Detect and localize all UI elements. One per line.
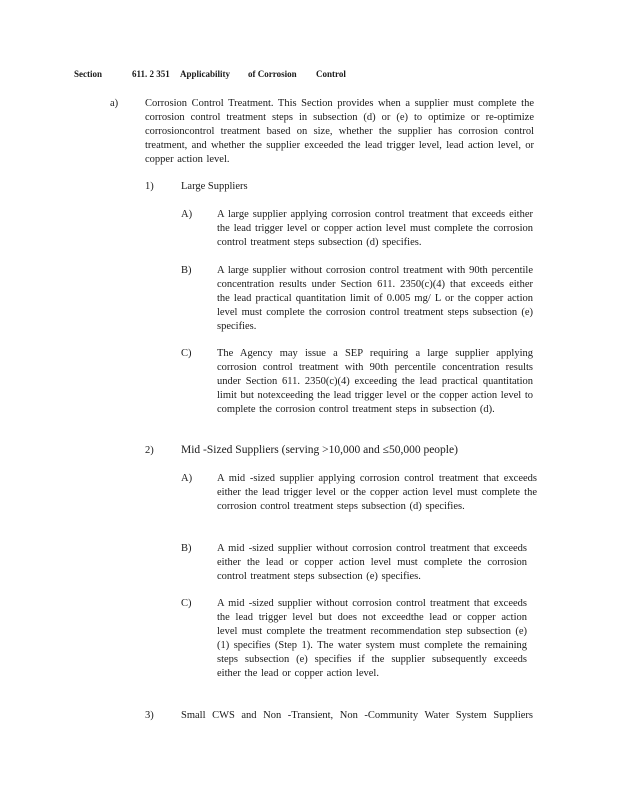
paragraph-1-label: 1) — [145, 181, 154, 192]
paragraph-1C-text: The Agency may issue a SEP requiring a large supplier applying corrosion control treatment with 90th percentile concentration results under Section 611. 2350(c)(4) exceeding the lead practical quantitation limit but notexceeding the lead trigger level or the copper action level to complete the corrosion control treatment steps in subsection (d). — [217, 348, 533, 415]
paragraph-2C-text: A mid -sized supplier without corrosion control treatment that exceeds the lead trigger level but does not exceedthe lead or copper action level must complete the treatment recommendation step subsection (e)(1) specifies (Step 1). The water system must complete the remaining steps subsection (e) specifies if the supplier subsequently exceeds either the lead or copper action level. — [217, 598, 527, 679]
heading-title-of-corrosion: of Corrosion — [248, 69, 297, 79]
paragraph-2-label: 2) — [145, 445, 154, 456]
paragraph-2B-label: B) — [181, 543, 192, 554]
paragraph-1B-label: B) — [181, 265, 192, 276]
subsection-a-label: a) — [110, 98, 119, 109]
heading-title-applicability: Applicability — [180, 69, 231, 79]
paragraph-1B-text: A large supplier without corrosion control treatment with 90th percentile concentration results under Section 611. 2350(c)(4) that exceeds either the lead practical quantitation limit of 0.005 mg/ L or the copper action level must complete the corrosion control treatment steps subsection (e) specifies. — [217, 265, 533, 332]
paragraph-3-heading: Small CWS and Non -Transient, Non -Community Water System Suppliers — [181, 710, 533, 721]
heading-section-number: 611. 2 351 — [132, 69, 170, 79]
paragraph-1A-label: A) — [181, 209, 193, 220]
paragraph-2B-text: A mid -sized supplier without corrosion control treatment that exceeds either the lead or copper action level must complete the corrosion control treatment steps subsection (e) specifies. — [217, 543, 527, 582]
paragraph-2C-label: C) — [181, 598, 192, 609]
paragraph-2-heading: Mid -Sized Suppliers (serving >10,000 and ≤50,000 people) — [181, 444, 458, 456]
paragraph-2A-text: A mid -sized supplier applying corrosion control treatment that exceeds either the lead trigger level or the copper action level must complete the corrosion control treatment steps subsection (d) specifies. — [217, 473, 537, 512]
section-heading — [74, 69, 544, 79]
paragraph-2A-label: A) — [181, 473, 193, 484]
paragraph-3-label: 3) — [145, 710, 154, 721]
heading-title-control: Control — [316, 69, 346, 79]
paragraph-1-heading: Large Suppliers — [181, 181, 248, 192]
heading-section-word: Section — [74, 69, 102, 79]
subsection-a-text: Corrosion Control Treatment. This Section provides when a supplier must complete the corrosion control treatment steps in subsection (d) or (e) to optimize or re-optimize corrosioncontrol treatment based on size, whether the supplier has corrosion control treatment, and whether the supplier exceeded the lead trigger level, lead action level, or copper action level. — [145, 98, 534, 165]
paragraph-1C-label: C) — [181, 348, 192, 359]
paragraph-1A-text: A large supplier applying corrosion control treatment that exceeds either the lead trigger level or copper action level must complete the corrosion control treatment steps subsection (d) specifies. — [217, 209, 533, 248]
